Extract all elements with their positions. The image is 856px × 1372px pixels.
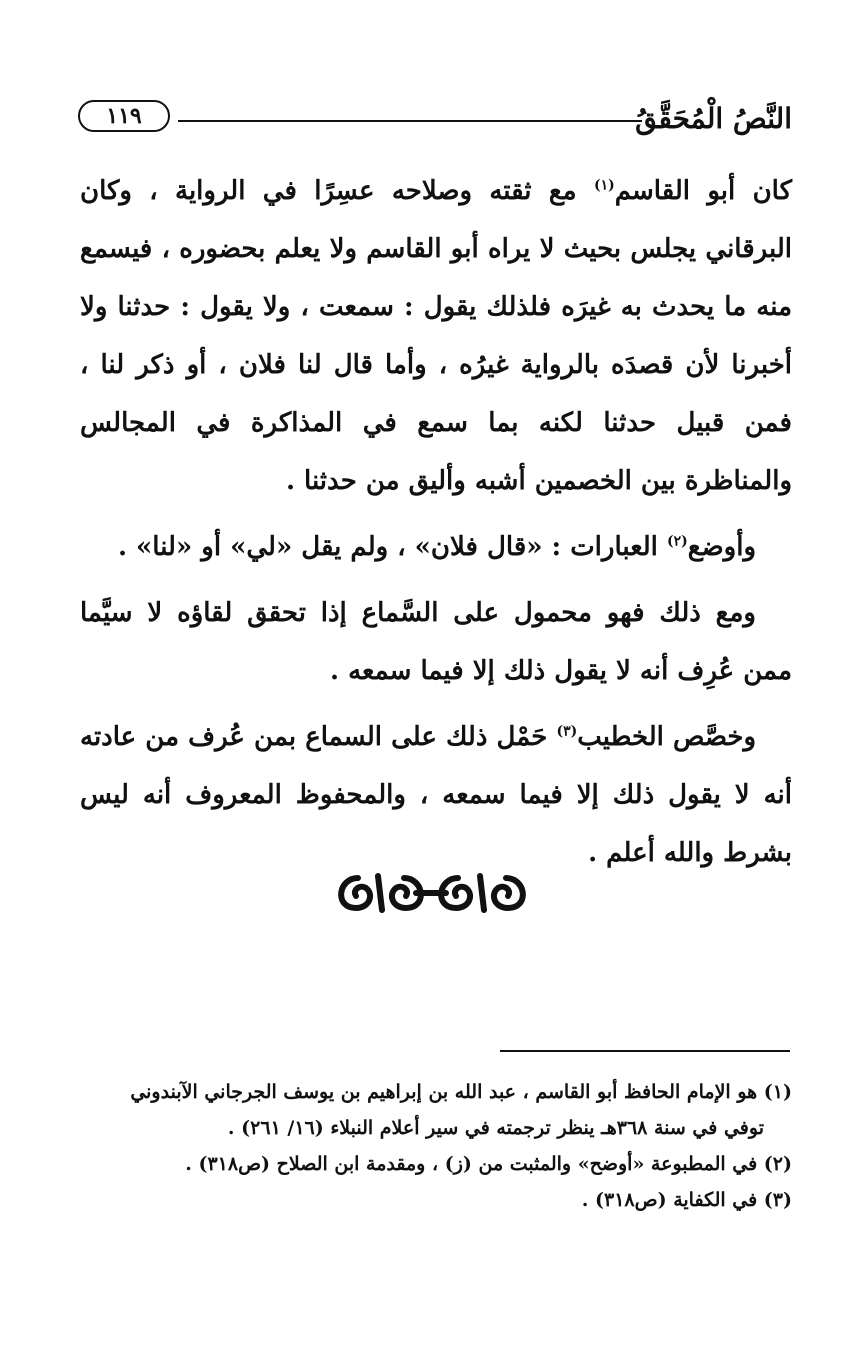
main-text	[80, 162, 792, 890]
footnote-text: (٣) في الكفاية (ص٣١٨) .	[581, 1189, 792, 1211]
footnote-text: (١) هو الإمام الحافظ أبو القاسم ، عبد الله بن إبراهيم بن يوسف الجرجاني الآبندوني	[130, 1081, 792, 1103]
footnote-2	[80, 1146, 792, 1182]
page-number: ١١٩	[78, 100, 170, 132]
footnote-ref-2: (٢)	[666, 533, 688, 550]
ornament-divider-icon	[330, 870, 534, 916]
footnote-text: توفي في سنة ٣٦٨هـ ينظر ترجمته في سير أعلام النبلاء (١٦/ ٢٦١) .	[227, 1117, 764, 1139]
footnote-separator	[500, 1050, 790, 1052]
footnote-text: (٢) في المطبوعة «أوضح» والمثبت من (ز) ، ومقدمة ابن الصلاح (ص٣١٨) .	[185, 1153, 792, 1175]
footnote-ref-1: (١)	[593, 177, 615, 194]
running-title: النَّصُ الْمُحَقَّقُ	[635, 102, 792, 135]
paragraph-text: مع ثقته وصلاحه عسِرًا في الرواية ، وكان البرقاني يجلس بحيث لا يراه أبو القاسم ولا يعلم بحضوره ، فيسمع منه ما يحدث به غيرَه فلذلك يقول : سمعت ، ولا يقول : حدثنا ولا أخبرنا لأن قصدَه بالرواية غيرُه ، وأما قال لنا فلان ، أو ذكر لنا ، فمن قبيل حدثنا لكنه بما سمع في المذاكرة في المجالس والمناظرة بين الخصمين أشبه وأليق من حدثنا .	[80, 176, 792, 496]
footnote-3	[80, 1182, 792, 1218]
header-rule	[178, 120, 642, 122]
paragraph-text: وأوضع	[687, 532, 756, 562]
paragraph-4	[80, 708, 792, 882]
footnotes	[80, 1074, 792, 1218]
page-header	[78, 96, 792, 144]
paragraph-text: حَمْل ذلك على السماع بمن عُرف من عادته أنه لا يقول ذلك إلا فيما سمعه ، والمحفوظ المعروف أنه ليس بشرط والله أعلم .	[80, 722, 793, 868]
paragraph-1	[80, 162, 792, 510]
paragraph-3	[80, 584, 792, 700]
paragraph-2	[80, 518, 792, 576]
footnote-ref-3: (٣)	[556, 723, 578, 740]
paragraph-text: كان أبو القاسم	[614, 176, 792, 206]
paragraph-text: ومع ذلك فهو محمول على السَّماع إذا تحقق لقاؤه لا سيَّما ممن عُرِف أنه لا يقول ذلك إلا فيما سمعه .	[80, 598, 792, 686]
paragraph-text: وخصَّص الخطيب	[577, 722, 757, 752]
paragraph-text: العبارات : «قال فلان» ، ولم يقل «لي» أو «لنا» .	[117, 532, 667, 562]
footnote-1	[80, 1074, 792, 1146]
